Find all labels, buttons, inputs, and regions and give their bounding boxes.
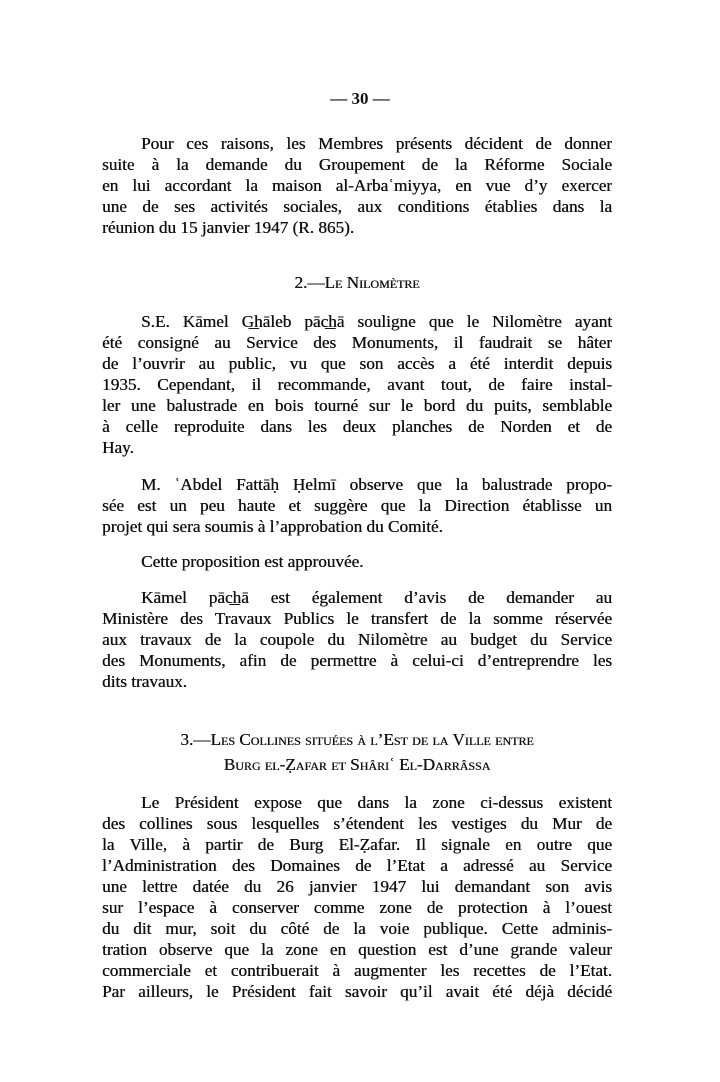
text-line: réunion du 15 janvier 1947 (R. 865). xyxy=(102,218,355,237)
text-line: la Ville, à partir de Burg El-Ẓafar. Il signale en outre que xyxy=(102,835,612,854)
text-line: dits travaux. xyxy=(102,672,187,691)
text-line: à celle reproduite dans les deux planches de Norden et de xyxy=(102,417,612,436)
text-line: en lui accordant la maison al-Arbaʿmiyya, en vue d’y exercer xyxy=(102,176,612,195)
text-line: Hay. xyxy=(102,438,134,457)
text-line: sur l’espace à conserver comme zone de protection à l’ouest xyxy=(102,898,612,917)
text-line: une de ses activités sociales, aux conditions établies dans la xyxy=(102,197,612,216)
text-line: Par ailleurs, le Président fait savoir qu’il avait été déjà décidé xyxy=(102,982,612,1001)
section-heading: 2.—Le Nilomètre xyxy=(294,273,420,292)
text-line: projet qui sera soumis à l’approbation du Comité. xyxy=(102,517,443,536)
text-line: suite à la demande du Groupement de la Réforme Sociale xyxy=(102,155,612,174)
text-line: de l’ouvrir au public, vu que son accès a été interdit depuis xyxy=(102,354,612,373)
text-line: Ministère des Travaux Publics le transfert de la somme réservée xyxy=(102,609,612,628)
text-line: l’Administration des Domaines de l’Etat a adressé au Service xyxy=(102,856,612,875)
text-line: une lettre datée du 26 janvier 1947 lui demandant son avis xyxy=(102,877,612,896)
text-line: Kāmel pāc͟hā est également d’avis de demander au xyxy=(141,588,612,607)
text-line: ler une balustrade en bois tourné sur le bord du puits, semblable xyxy=(102,396,612,415)
text-line: aux travaux de la coupole du Nilomètre au budget du Service xyxy=(102,630,612,649)
text-line: 1935. Cependant, il recommande, avant tout, de faire instal- xyxy=(102,375,612,394)
text-line: du dit mur, soit du côté de la voie publique. Cette adminis- xyxy=(102,919,612,938)
text-line: tration observe que la zone en question est d’une grande valeur xyxy=(102,940,612,959)
text-line: sée est un peu haute et suggère que la Direction établisse un xyxy=(102,496,612,515)
text-line: Pour ces raisons, les Membres présents décident de donner xyxy=(141,134,612,153)
text-line: Cette proposition est approuvée. xyxy=(141,552,364,571)
section-heading: Burg el-Ẓafar et Shâriʿ El-Darrâssa xyxy=(223,755,491,774)
text-line: S.E. Kāmel G͟hāleb pāc͟hā souligne que le Nilomètre ayant xyxy=(141,312,612,331)
text-line: des collines sous lesquelles s’étendent les vestiges du Mur de xyxy=(102,814,612,833)
text-line: des Monuments, afin de permettre à celui-ci d’entreprendre les xyxy=(102,651,612,670)
section-heading: 3.—Les Collines situées à l’Est de la Ville entre xyxy=(180,730,534,749)
text-line: M. ʿAbdel Fattāḥ Ḥelmī observe que la balustrade propo- xyxy=(141,475,612,494)
text-line: Le Président expose que dans la zone ci-dessus existent xyxy=(141,793,612,812)
page-number: — 30 — xyxy=(330,89,390,108)
text-line: été consigné au Service des Monuments, il faudrait se hâter xyxy=(102,333,612,352)
text-line: commerciale et contribuerait à augmenter les recettes de l’Etat. xyxy=(102,961,612,980)
